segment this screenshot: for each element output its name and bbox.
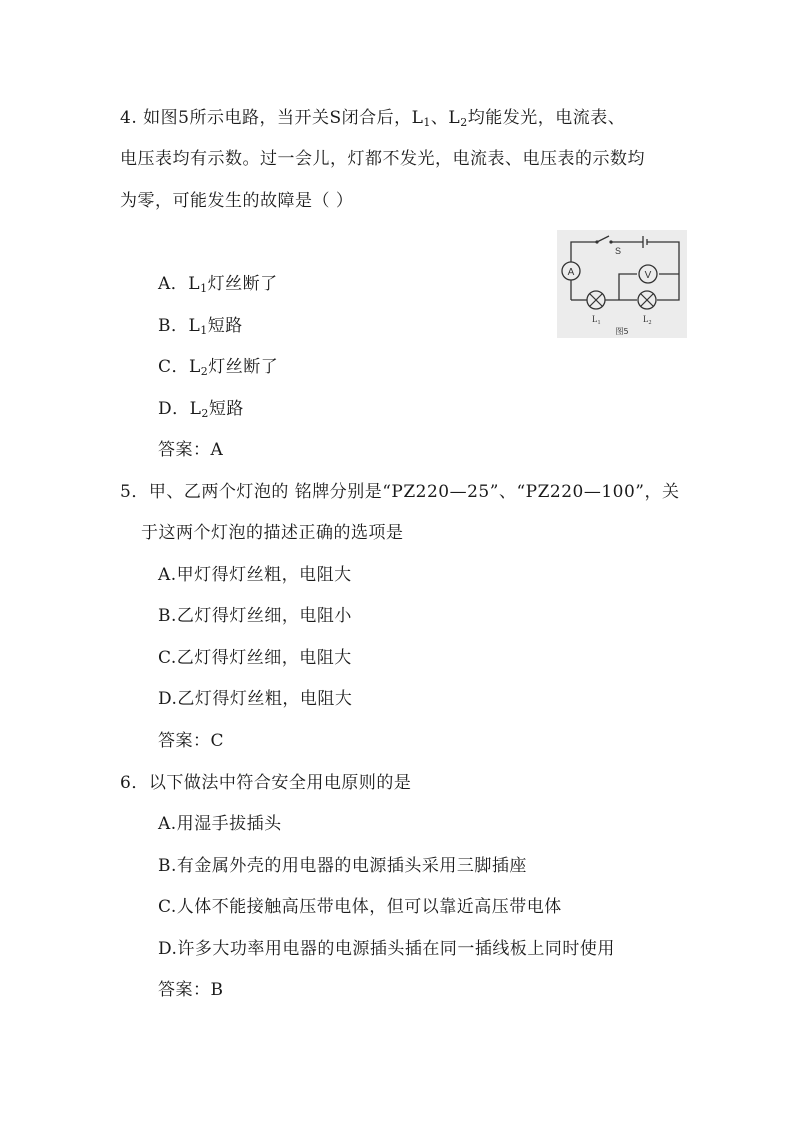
circuit-figure — [557, 230, 687, 338]
q4-option-a: A．$L_1$灯丝断了 — [158, 274, 278, 295]
q6-option-a: A.用湿手拔插头 — [158, 814, 282, 834]
q5-option-d: D.乙灯得灯丝粗，电阻大 — [158, 689, 353, 709]
q4-line-3: 为零，可能发生的故障是（ ） — [120, 191, 354, 211]
q6-option-b: B.有金属外壳的用电器的电源插头采用三脚插座 — [158, 856, 527, 876]
q5-option-a: A.甲灯得灯丝粗，电阻大 — [158, 565, 352, 585]
circuit-diagram — [557, 230, 687, 338]
ammeter-label: A — [567, 267, 575, 278]
q5-answer: 答案：C — [158, 731, 225, 751]
voltmeter-label: V — [644, 270, 652, 281]
q5-line-1: 5．甲、乙两个灯泡的 铭牌分别是“PZ220—25”、“PZ220—100”，关 — [120, 482, 680, 502]
q4-option-b: B．$L_1$短路 — [158, 316, 243, 337]
q6-option-d: D.许多大功率用电器的电源插头插在同一插线板上同时使用 — [158, 939, 615, 959]
q4-option-d: D．$L_2$短路 — [158, 399, 244, 420]
q4-line-1: 4. 如图5所示电路，当开关S闭合后，$L_1$、$L_2$均能发光，电流表、 — [120, 108, 626, 129]
lamp-2-icon — [638, 291, 656, 309]
q6-number: 6． — [120, 773, 149, 793]
q5-number: 5． — [120, 482, 149, 502]
switch-blade — [597, 236, 609, 242]
q6-line-1: 6．以下做法中符合安全用电原则的是 — [120, 773, 412, 793]
q4-answer: 答案：A — [158, 440, 224, 460]
q5-option-b: B.乙灯得灯丝细，电阻小 — [158, 606, 352, 626]
switch-label: S — [615, 246, 622, 256]
q5-option-c: C.乙灯得灯丝细，电阻大 — [158, 648, 352, 668]
q6-option-c: C.人体不能接触高压带电体，但可以靠近高压带电体 — [158, 897, 562, 917]
lamp-1-label: $L_1$ — [592, 314, 601, 326]
q6-answer: 答案：B — [158, 980, 224, 1000]
q5-line-2: 于这两个灯泡的描述正确的选项是 — [141, 523, 404, 543]
q4-number: 4. — [120, 108, 138, 128]
figure-caption: 图5 — [615, 327, 629, 336]
lamp-1-icon — [587, 291, 605, 309]
q4-line-2: 电压表均有示数。过一会儿，灯都不发光，电流表、电压表的示数均 — [120, 149, 645, 169]
lamp-2-label: $L_2$ — [643, 314, 652, 326]
q4-option-c: C．$L_2$灯丝断了 — [158, 357, 279, 378]
